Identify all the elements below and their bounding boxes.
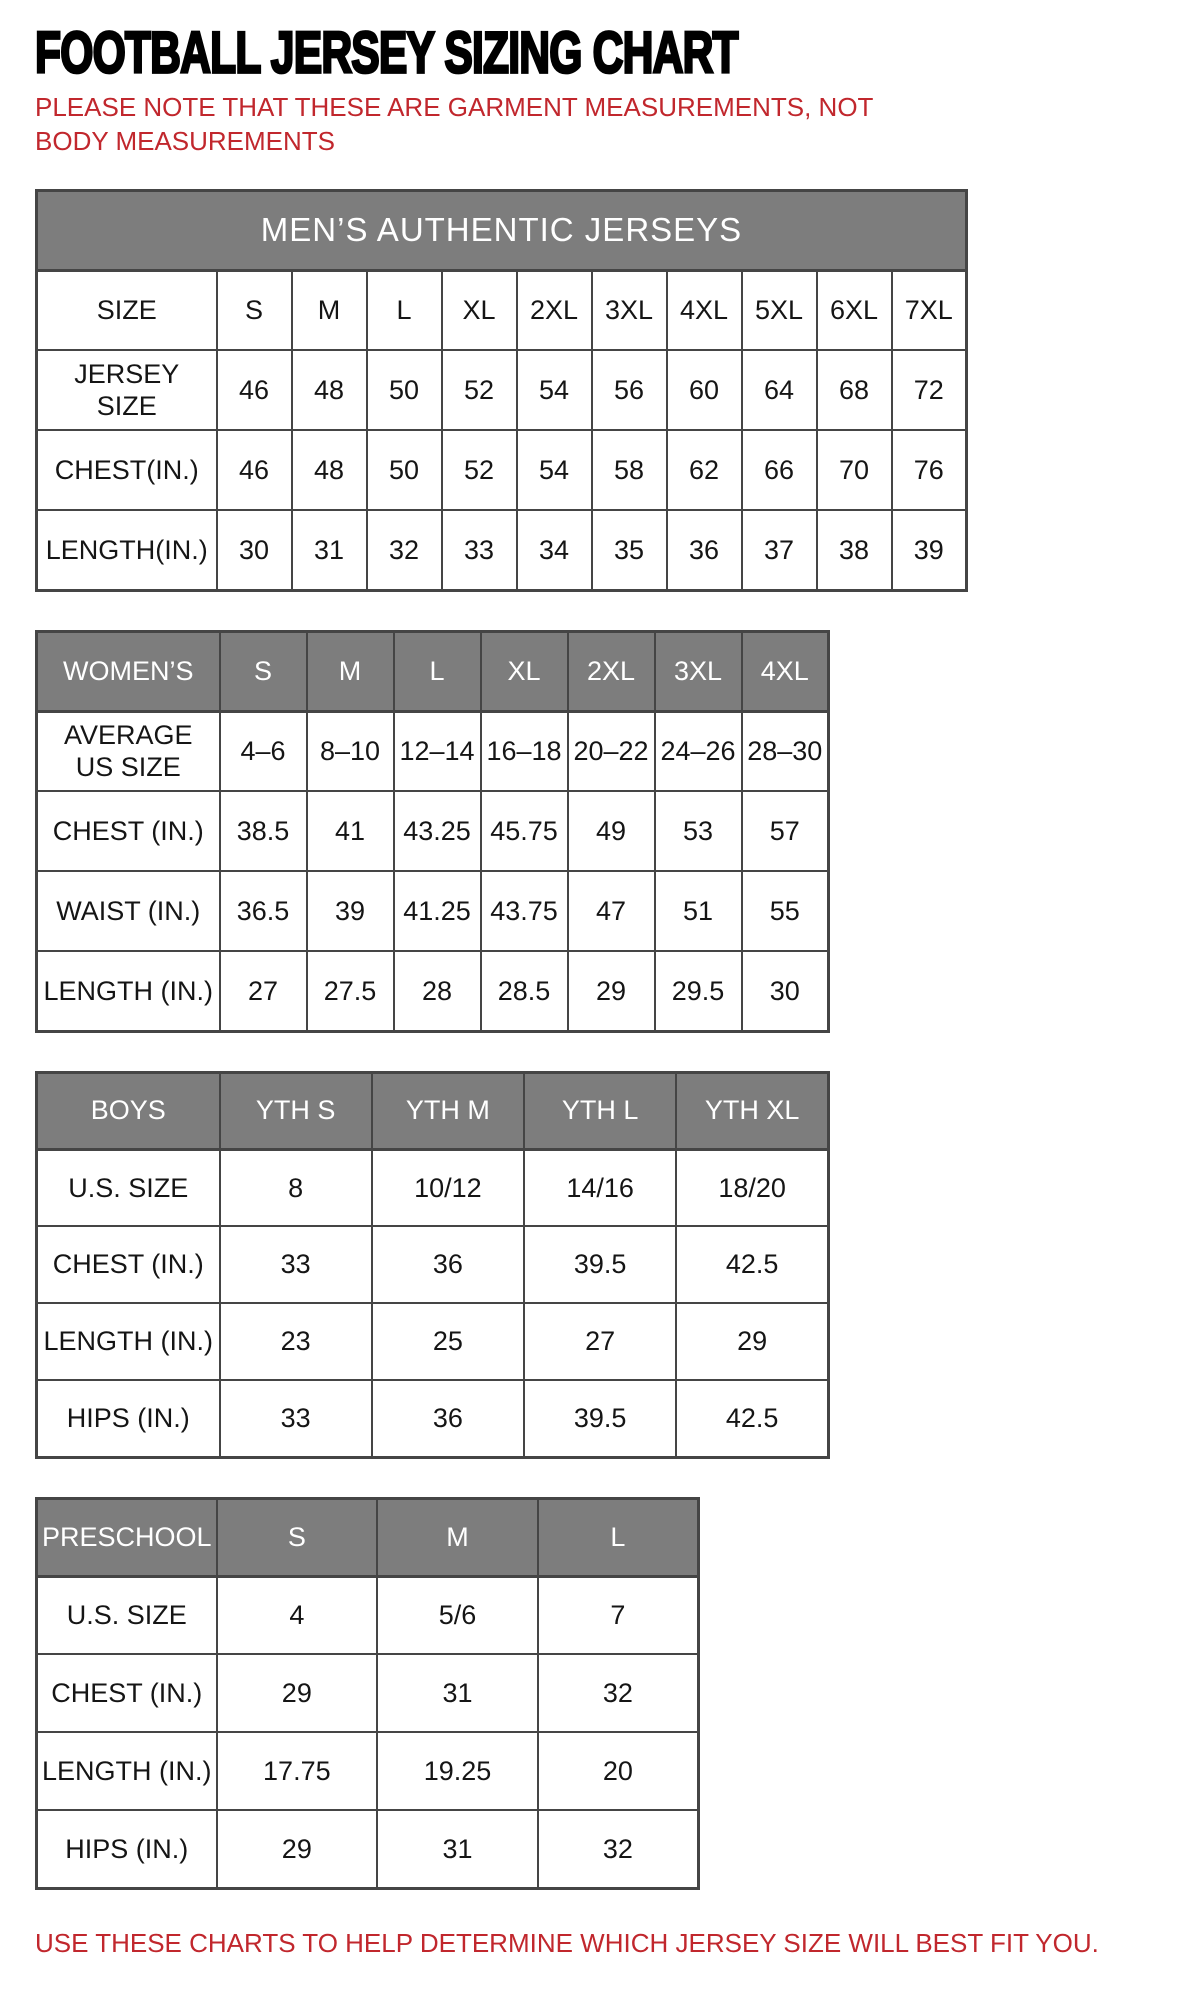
value-cell: 20 [538,1732,699,1810]
value-cell: 33 [220,1380,372,1457]
column-header-cell: YTH S [220,1072,372,1149]
value-cell: 47 [568,871,655,951]
value-cell: 48 [292,350,367,430]
value-cell: 43.25 [394,791,481,871]
value-cell: 12–14 [394,711,481,791]
value-cell: 32 [538,1654,699,1732]
table-row [37,1380,829,1457]
boys-table [35,1071,830,1459]
value-cell: 60 [667,350,742,430]
value-cell: 8–10 [307,711,394,791]
value-cell: 38 [817,510,892,590]
column-header-cell: 3XL [592,270,667,350]
value-cell: 54 [517,430,592,510]
row-label-cell: LENGTH (IN.) [37,1732,217,1810]
value-cell: 10/12 [372,1149,524,1226]
value-cell: 50 [367,430,442,510]
value-cell: 4 [217,1576,378,1654]
column-header-cell: 4XL [742,631,829,711]
value-cell: 39.5 [524,1380,676,1457]
boys-sizing-table [35,1071,1165,1459]
value-cell: 50 [367,350,442,430]
value-cell: 29 [217,1654,378,1732]
value-cell: 14/16 [524,1149,676,1226]
value-cell: 32 [367,510,442,590]
row-label-cell: HIPS (IN.) [37,1810,217,1888]
row-label-cell: LENGTH (IN.) [37,1303,220,1380]
value-cell: 51 [655,871,742,951]
header-row [37,1498,699,1576]
value-cell: 17.75 [217,1732,378,1810]
column-header-cell: 4XL [667,270,742,350]
value-cell: 52 [442,350,517,430]
value-cell: 39.5 [524,1226,676,1303]
value-cell: 32 [538,1810,699,1888]
value-cell: 64 [742,350,817,430]
value-cell: 8 [220,1149,372,1226]
row-label-cell: LENGTH(IN.) [37,510,217,590]
value-cell: 55 [742,871,829,951]
value-cell: 49 [568,791,655,871]
value-cell: 35 [592,510,667,590]
value-cell: 30 [742,951,829,1031]
table-row [37,1810,699,1888]
value-cell: 48 [292,430,367,510]
table-row [37,350,967,430]
column-header-cell: 2XL [568,631,655,711]
value-cell: 41.25 [394,871,481,951]
row-label-cell: CHEST (IN.) [37,791,220,871]
table-banner: MEN’S AUTHENTIC JERSEYS [37,190,967,270]
column-header-cell: M [307,631,394,711]
table-row [37,951,829,1031]
mens-table [35,189,968,592]
value-cell: 28–30 [742,711,829,791]
table-row [37,791,829,871]
value-cell: 33 [220,1226,372,1303]
header-row [37,270,967,350]
table-row [37,1654,699,1732]
value-cell: 37 [742,510,817,590]
column-header-cell: 2XL [517,270,592,350]
column-header-cell: 5XL [742,270,817,350]
column-header-cell: L [394,631,481,711]
value-cell: 43.75 [481,871,568,951]
column-header-cell: L [367,270,442,350]
column-header-cell: YTH L [524,1072,676,1149]
value-cell: 70 [817,430,892,510]
footer-note: USE THESE CHARTS TO HELP DETERMINE WHICH JERSEY SIZE WILL BEST FIT YOU. [35,1927,1099,1958]
value-cell: 28.5 [481,951,568,1031]
value-cell: 28 [394,951,481,1031]
value-cell: 24–26 [655,711,742,791]
column-header-cell: S [217,270,292,350]
column-header-cell: M [377,1498,538,1576]
table-title-cell: PRESCHOOL [37,1498,217,1576]
column-header-cell: XL [481,631,568,711]
column-header-cell: M [292,270,367,350]
garment-measurements-note: PLEASE NOTE THAT THESE ARE GARMENT MEASUREMENTS, NOT BODY MEASUREMENTS [35,92,873,157]
table-title-cell: WOMEN’S [37,631,220,711]
column-header-cell: YTH XL [676,1072,828,1149]
value-cell: 36 [667,510,742,590]
value-cell: 38.5 [220,791,307,871]
column-header-cell: S [217,1498,378,1576]
column-header-cell: 3XL [655,631,742,711]
value-cell: 36 [372,1380,524,1457]
value-cell: 68 [817,350,892,430]
table-row [37,430,967,510]
value-cell: 36.5 [220,871,307,951]
column-header-cell: 7XL [892,270,967,350]
preschool-table [35,1497,700,1890]
table-row [37,1226,829,1303]
value-cell: 57 [742,791,829,871]
value-cell: 18/20 [676,1149,828,1226]
value-cell: 29.5 [655,951,742,1031]
row-label-cell: WAIST (IN.) [37,871,220,951]
row-label-cell: CHEST (IN.) [37,1654,217,1732]
value-cell: 56 [592,350,667,430]
value-cell: 42.5 [676,1226,828,1303]
value-cell: 58 [592,430,667,510]
column-header-cell: XL [442,270,517,350]
value-cell: 23 [220,1303,372,1380]
value-cell: 29 [217,1810,378,1888]
value-cell: 5/6 [377,1576,538,1654]
value-cell: 34 [517,510,592,590]
value-cell: 4–6 [220,711,307,791]
value-cell: 16–18 [481,711,568,791]
value-cell: 31 [377,1810,538,1888]
value-cell: 20–22 [568,711,655,791]
table-row [37,1732,699,1810]
value-cell: 31 [292,510,367,590]
table-row [37,1576,699,1654]
header-row [37,631,829,711]
row-label-cell: AVERAGE US SIZE [37,711,220,791]
row-label-cell: HIPS (IN.) [37,1380,220,1457]
value-cell: 29 [568,951,655,1031]
value-cell: 41 [307,791,394,871]
row-label-cell: JERSEY SIZE [37,350,217,430]
table-row [37,711,829,791]
value-cell: 27 [220,951,307,1031]
column-header-cell: S [220,631,307,711]
value-cell: 36 [372,1226,524,1303]
table-title-cell: BOYS [37,1072,220,1149]
value-cell: 62 [667,430,742,510]
value-cell: 53 [655,791,742,871]
value-cell: 33 [442,510,517,590]
value-cell: 46 [217,430,292,510]
table-row [37,1149,829,1226]
value-cell: 72 [892,350,967,430]
value-cell: 30 [217,510,292,590]
table-row [37,510,967,590]
value-cell: 39 [892,510,967,590]
value-cell: 45.75 [481,791,568,871]
value-cell: 54 [517,350,592,430]
value-cell: 42.5 [676,1380,828,1457]
womens-table [35,630,830,1033]
value-cell: 27.5 [307,951,394,1031]
column-header-cell: 6XL [817,270,892,350]
value-cell: 39 [307,871,394,951]
row-label-cell: U.S. SIZE [37,1576,217,1654]
row-label-cell: CHEST (IN.) [37,1226,220,1303]
value-cell: 31 [377,1654,538,1732]
value-cell: 29 [676,1303,828,1380]
table-title-cell: SIZE [37,270,217,350]
column-header-cell: L [538,1498,699,1576]
value-cell: 76 [892,430,967,510]
womens-sizing-table [35,630,1165,1033]
value-cell: 27 [524,1303,676,1380]
page-title: FOOTBALL JERSEY SIZING CHART [35,21,738,87]
value-cell: 19.25 [377,1732,538,1810]
value-cell: 66 [742,430,817,510]
row-label-cell: CHEST(IN.) [37,430,217,510]
value-cell: 25 [372,1303,524,1380]
table-row [37,871,829,951]
header-row [37,1072,829,1149]
row-label-cell: LENGTH (IN.) [37,951,220,1031]
value-cell: 7 [538,1576,699,1654]
preschool-sizing-table [35,1497,1165,1890]
value-cell: 46 [217,350,292,430]
row-label-cell: U.S. SIZE [37,1149,220,1226]
table-row [37,1303,829,1380]
column-header-cell: YTH M [372,1072,524,1149]
mens-sizing-table [35,189,1165,592]
value-cell: 52 [442,430,517,510]
